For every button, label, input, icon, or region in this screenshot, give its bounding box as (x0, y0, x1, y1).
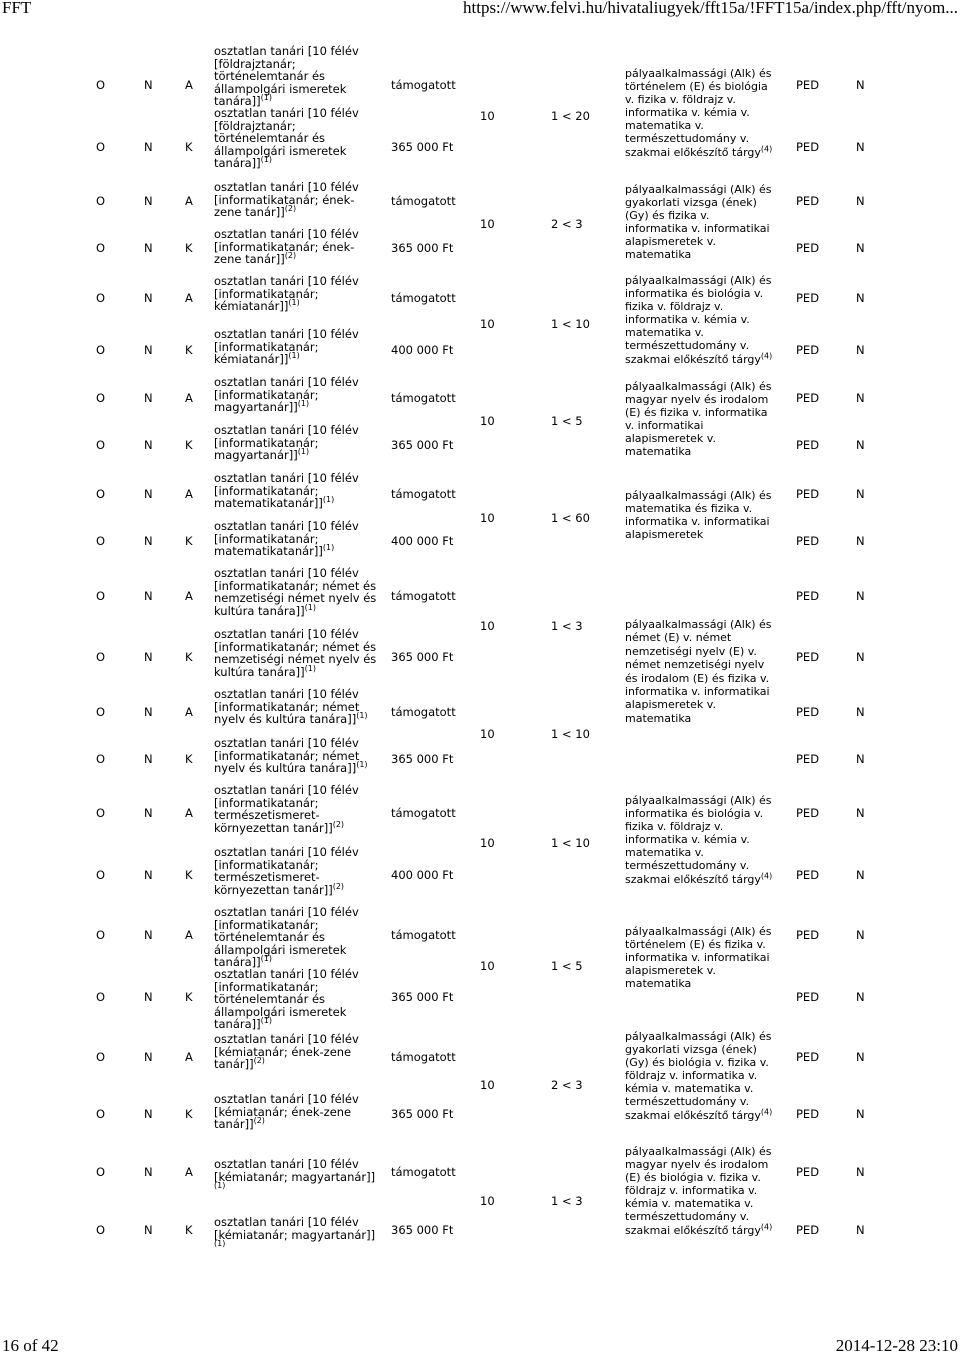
group-duration: 10 (480, 1194, 495, 1208)
footnote-marker: (4) (760, 1106, 773, 1116)
footer-datetime: 2014-12-28 23:10 (835, 1336, 958, 1355)
row-financing: támogatott (391, 391, 456, 405)
row-schedule: N (144, 990, 153, 1004)
group-requirements (625, 489, 775, 541)
program-name-text: osztatlan tanári [10 félév [informatikatanár; német és nemzetiségi német nyelv és kultúra tanára]] (214, 566, 377, 618)
row-ped: PED (796, 140, 820, 154)
row-education-level: O (96, 140, 106, 154)
row-n: N (856, 928, 865, 942)
row-education-level: O (96, 1223, 106, 1237)
row-financing: támogatott (391, 589, 456, 603)
requirements-text: pályaalkalmassági (Alk) és matematika és fizika v. informatika v. informatikai alapismeretek (625, 489, 772, 542)
row-ped: PED (796, 534, 820, 548)
group-ratio: 2 < 3 (551, 217, 583, 231)
row-funding-code: A (185, 487, 193, 501)
group-ratio: 1 < 20 (551, 109, 590, 123)
row-funding-code: K (185, 438, 193, 452)
footnote-marker: (1) (356, 711, 368, 721)
row-ped: PED (796, 705, 820, 719)
row-program-name (214, 45, 378, 108)
row-program-name (214, 784, 378, 834)
row-schedule: N (144, 487, 153, 501)
row-ped: PED (796, 1165, 820, 1179)
row-education-level: O (96, 487, 106, 501)
row-financing: támogatott (391, 1165, 456, 1179)
group-requirements (625, 925, 775, 990)
row-funding-code: A (185, 806, 193, 820)
row-ped: PED (796, 868, 820, 882)
requirements-text: pályaalkalmassági (Alk) és magyar nyelv és irodalom (E) és biológia v. fizika v. földrajz v. informatika v. kémia v. matematika v. természettudomány v. szakmai előkészítő tárgy (625, 1145, 772, 1237)
row-education-level: O (96, 194, 106, 208)
group-duration: 10 (480, 109, 495, 123)
row-education-level: O (96, 438, 106, 452)
footnote-marker: (1) (288, 298, 300, 308)
row-ped: PED (796, 391, 820, 405)
row-program-name (214, 472, 378, 510)
row-financing: 365 000 Ft (391, 650, 454, 664)
group-requirements (625, 794, 775, 886)
row-ped: PED (796, 752, 820, 766)
footnote-marker: (2) (284, 204, 297, 214)
row-schedule: N (144, 391, 153, 405)
requirements-text: pályaalkalmassági (Alk) és informatika és biológia v. fizika v. földrajz v. informatika v. kémia v. matematika v. természettudomány v. szakmai előkészítő tárgy (625, 274, 772, 366)
footnote-marker: (2) (332, 819, 345, 829)
row-schedule: N (144, 343, 153, 357)
group-ratio: 1 < 3 (551, 619, 583, 633)
row-program-name (214, 275, 378, 313)
row-education-level: O (96, 534, 106, 548)
program-name-text: osztatlan tanári [10 félév [földrajztanár; történelemtanár és állampolgári ismeretek tanára]] (214, 106, 359, 171)
row-ped: PED (796, 1050, 820, 1064)
footnote-marker: (2) (332, 881, 345, 891)
row-funding-code: A (185, 391, 193, 405)
row-schedule: N (144, 1165, 153, 1179)
row-education-level: O (96, 78, 106, 92)
group-ratio: 1 < 3 (551, 1194, 583, 1208)
row-n: N (856, 705, 865, 719)
row-program-name (214, 628, 378, 678)
row-schedule: N (144, 241, 153, 255)
footnote-marker: (1) (214, 1239, 226, 1249)
row-program-name (214, 688, 378, 726)
row-education-level: O (96, 752, 106, 766)
footnote-marker: (2) (253, 1056, 265, 1066)
row-program-name (214, 1158, 378, 1196)
row-ped: PED (796, 928, 820, 942)
group-requirements (625, 1030, 775, 1122)
group-ratio: 2 < 3 (551, 1078, 583, 1092)
row-funding-code: A (185, 1165, 193, 1179)
row-schedule: N (144, 752, 153, 766)
group-duration: 10 (480, 414, 495, 428)
row-financing: 365 000 Ft (391, 140, 454, 154)
row-funding-code: A (185, 928, 193, 942)
requirements-text: pályaalkalmassági (Alk) és történelem (E) és biológia v. fizika v. földrajz v. informatika v. kémia v. matematika v. természettudomány v. szakmai előkészítő tárgy (625, 67, 772, 159)
row-program-name (214, 228, 378, 266)
requirements-text: pályaalkalmassági (Alk) és gyakorlati vizsga (ének) (Gy) és biológia v. fizika v. földrajz v. informatika v. kémia v. matematika v. természettudomány v. szakmai előkészítő tárgy (625, 1030, 772, 1122)
program-name-text: osztatlan tanári [10 félév [informatikatanár; német és nemzetiségi német nyelv és kultúra tanára]] (214, 627, 377, 679)
row-ped: PED (796, 78, 820, 92)
row-schedule: N (144, 650, 153, 664)
footnote-marker: (1) (260, 93, 272, 103)
row-program-name (214, 1093, 378, 1131)
row-n: N (856, 343, 865, 357)
row-funding-code: A (185, 78, 193, 92)
footnote-marker: (2) (284, 251, 297, 261)
row-ped: PED (796, 589, 820, 603)
footnote-marker: (4) (760, 350, 773, 360)
group-duration: 10 (480, 1078, 495, 1092)
row-program-name (214, 846, 378, 896)
row-funding-code: K (185, 241, 193, 255)
row-funding-code: K (185, 1223, 193, 1237)
footnote-marker: (1) (322, 495, 335, 505)
row-ped: PED (796, 990, 820, 1004)
row-financing: 365 000 Ft (391, 990, 454, 1004)
row-education-level: O (96, 241, 106, 255)
row-financing: 365 000 Ft (391, 1107, 454, 1121)
row-program-name (214, 1033, 378, 1071)
row-ped: PED (796, 241, 820, 255)
row-n: N (856, 291, 865, 305)
row-schedule: N (144, 705, 153, 719)
row-financing: 365 000 Ft (391, 241, 454, 255)
row-education-level: O (96, 868, 106, 882)
row-program-name (214, 328, 378, 366)
row-n: N (856, 752, 865, 766)
footnote-marker: (1) (288, 351, 300, 361)
footnote-marker: (1) (260, 954, 272, 964)
row-schedule: N (144, 806, 153, 820)
row-schedule: N (144, 78, 153, 92)
header-url: https://www.felvi.hu/hivataliugyek/fft15a/!FFT15a/index.php/fft/nyom... (463, 0, 958, 17)
row-education-level: O (96, 391, 106, 405)
group-ratio: 1 < 60 (551, 511, 590, 525)
row-n: N (856, 806, 865, 820)
program-name-text: osztatlan tanári [10 félév [informatikatanár; történelemtanár és állampolgári ismeretek tanára]] (214, 967, 359, 1032)
row-financing: támogatott (391, 291, 456, 305)
row-schedule: N (144, 438, 153, 452)
row-ped: PED (796, 650, 820, 664)
group-ratio: 1 < 5 (551, 959, 583, 973)
row-education-level: O (96, 1107, 106, 1121)
row-schedule: N (144, 1050, 153, 1064)
footnote-marker: (1) (356, 760, 368, 770)
program-name-text: osztatlan tanári [10 félév [informatikatanár; német nyelv és kultúra tanára]] (214, 736, 360, 776)
row-ped: PED (796, 438, 820, 452)
row-financing: 365 000 Ft (391, 752, 454, 766)
row-program-name (214, 906, 378, 969)
footnote-marker: (4) (760, 1221, 773, 1231)
group-requirements (625, 183, 775, 262)
footnote-marker: (4) (760, 870, 773, 880)
row-schedule: N (144, 291, 153, 305)
row-program-name (214, 181, 378, 219)
row-ped: PED (796, 194, 820, 208)
row-ped: PED (796, 343, 820, 357)
requirements-text: pályaalkalmassági (Alk) és gyakorlati vizsga (ének) (Gy) és fizika v. informatika v. informatikai alapismeretek v. matematika (625, 183, 772, 262)
program-name-text: osztatlan tanári [10 félév [informatikatanár; matematikatanár]] (214, 471, 359, 511)
row-funding-code: K (185, 1107, 193, 1121)
row-program-name (214, 567, 378, 617)
row-education-level: O (96, 650, 106, 664)
program-name-text: osztatlan tanári [10 félév [informatikatanár; történelemtanár és állampolgári ismeretek tanára]] (214, 905, 359, 970)
row-funding-code: K (185, 534, 193, 548)
group-ratio: 1 < 5 (551, 414, 583, 428)
group-requirements (625, 274, 775, 366)
row-funding-code: A (185, 194, 193, 208)
program-name-text: osztatlan tanári [10 félév [informatikatanár; kémiatanár]] (214, 274, 359, 314)
row-funding-code: A (185, 291, 193, 305)
row-ped: PED (796, 291, 820, 305)
program-name-text: osztatlan tanári [10 félév [informatikatanár; magyartanár]] (214, 375, 359, 415)
row-program-name (214, 520, 378, 558)
row-n: N (856, 1050, 865, 1064)
row-n: N (856, 438, 865, 452)
row-funding-code: K (185, 650, 193, 664)
program-name-text: osztatlan tanári [10 félév [informatikatanár; természetismeret-környezettan tanár]] (214, 783, 359, 835)
footnote-marker: (1) (214, 1181, 226, 1191)
group-duration: 10 (480, 511, 495, 525)
row-financing: támogatott (391, 1050, 456, 1064)
row-funding-code: K (185, 990, 193, 1004)
footnote-marker: (1) (297, 399, 310, 409)
row-n: N (856, 868, 865, 882)
row-n: N (856, 241, 865, 255)
row-program-name (214, 737, 378, 775)
row-education-level: O (96, 343, 106, 357)
program-name-text: osztatlan tanári [10 félév [informatikatanár; matematikatanár]] (214, 519, 359, 559)
row-program-name (214, 424, 378, 462)
row-education-level: O (96, 1165, 106, 1179)
row-ped: PED (796, 1107, 820, 1121)
program-name-text: osztatlan tanári [10 félév [informatikatanár; német nyelv és kultúra tanára]] (214, 687, 360, 727)
program-name-text: osztatlan tanári [10 félév [informatikatanár; természetismeret-környezettan tanár]] (214, 845, 359, 897)
row-financing: támogatott (391, 487, 456, 501)
row-education-level: O (96, 291, 106, 305)
footnote-marker: (1) (322, 543, 335, 553)
footnote-marker: (1) (304, 663, 317, 673)
group-duration: 10 (480, 317, 495, 331)
row-financing: 365 000 Ft (391, 1223, 454, 1237)
group-requirements (625, 380, 775, 459)
row-financing: támogatott (391, 78, 456, 92)
row-financing: támogatott (391, 806, 456, 820)
row-financing: 400 000 Ft (391, 343, 454, 357)
program-name-text: osztatlan tanári [10 félév [informatikatanár; ének-zene tanár]] (214, 180, 359, 220)
group-duration: 10 (480, 727, 495, 741)
row-program-name (214, 376, 378, 414)
row-schedule: N (144, 1223, 153, 1237)
row-funding-code: K (185, 752, 193, 766)
row-funding-code: K (185, 140, 193, 154)
header-app-name: FFT (2, 0, 32, 17)
requirements-text: pályaalkalmassági (Alk) és magyar nyelv és irodalom (E) és fizika v. informatika v. informatikai alapismeretek v. matematika (625, 380, 772, 459)
footnote-marker: (1) (304, 602, 317, 612)
row-education-level: O (96, 589, 106, 603)
row-education-level: O (96, 990, 106, 1004)
program-name-text: osztatlan tanári [10 félév [kémiatanár; ének-zene tanár]] (214, 1092, 359, 1132)
row-financing: támogatott (391, 194, 456, 208)
row-financing: 365 000 Ft (391, 438, 454, 452)
row-ped: PED (796, 487, 820, 501)
program-name-text: osztatlan tanári [10 félév [informatikatanár; ének-zene tanár]] (214, 227, 359, 267)
footnote-marker: (1) (260, 1016, 272, 1026)
row-funding-code: K (185, 343, 193, 357)
program-name-text: osztatlan tanári [10 félév [kémiatanár; ének-zene tanár]] (214, 1032, 359, 1072)
row-financing: 400 000 Ft (391, 534, 454, 548)
row-n: N (856, 78, 865, 92)
row-n: N (856, 391, 865, 405)
row-n: N (856, 1107, 865, 1121)
group-duration: 10 (480, 619, 495, 633)
program-name-text: osztatlan tanári [10 félév [informatikatanár; magyartanár]] (214, 423, 359, 463)
row-n: N (856, 534, 865, 548)
row-program-name (214, 107, 378, 170)
row-ped: PED (796, 1223, 820, 1237)
program-name-text: osztatlan tanári [10 félév [kémiatanár; magyartanár]] (214, 1215, 376, 1242)
group-ratio: 1 < 10 (551, 727, 590, 741)
row-education-level: O (96, 928, 106, 942)
row-n: N (856, 1223, 865, 1237)
row-funding-code: A (185, 589, 193, 603)
row-financing: 400 000 Ft (391, 868, 454, 882)
row-schedule: N (144, 928, 153, 942)
row-financing: támogatott (391, 705, 456, 719)
row-education-level: O (96, 1050, 106, 1064)
row-funding-code: A (185, 1050, 193, 1064)
requirements-text: pályaalkalmassági (Alk) és történelem (E) és fizika v. informatika v. informatikai alapismeretek v. matematika (625, 925, 772, 991)
requirements-text: pályaalkalmassági (Alk) és informatika és biológia v. fizika v. földrajz v. informatika v. kémia v. matematika v. természettudomány v. szakmai előkészítő tárgy (625, 794, 772, 886)
row-schedule: N (144, 868, 153, 882)
row-n: N (856, 140, 865, 154)
group-duration: 10 (480, 217, 495, 231)
group-duration: 10 (480, 836, 495, 850)
row-schedule: N (144, 534, 153, 548)
group-requirements (625, 1145, 775, 1237)
footnote-marker: (1) (297, 447, 310, 457)
row-program-name (214, 968, 378, 1031)
row-n: N (856, 990, 865, 1004)
row-education-level: O (96, 806, 106, 820)
row-program-name (214, 1216, 378, 1254)
row-n: N (856, 487, 865, 501)
row-education-level: O (96, 705, 106, 719)
program-name-text: osztatlan tanári [10 félév [informatikatanár; kémiatanár]] (214, 327, 359, 367)
row-schedule: N (144, 1107, 153, 1121)
row-schedule: N (144, 194, 153, 208)
row-ped: PED (796, 806, 820, 820)
row-funding-code: K (185, 868, 193, 882)
row-schedule: N (144, 589, 153, 603)
footnote-marker: (2) (253, 1116, 265, 1126)
group-ratio: 1 < 10 (551, 836, 590, 850)
program-name-text: osztatlan tanári [10 félév [földrajztanár; történelemtanár és állampolgári ismeretek tanára]] (214, 44, 359, 109)
group-requirements-german: pályaalkalmassági (Alk) és német (E) v. német nemzetiségi nyelv (E) v. német nemzetiségi nyelv és irodalom (E) és fizika v. informatika v. informatikai alapismeretek v. matematika (625, 618, 772, 725)
program-name-text: osztatlan tanári [10 félév [kémiatanár; magyartanár]] (214, 1157, 376, 1184)
row-n: N (856, 1165, 865, 1179)
group-requirements (625, 67, 775, 159)
row-funding-code: A (185, 705, 193, 719)
group-duration: 10 (480, 959, 495, 973)
row-n: N (856, 194, 865, 208)
footnote-marker: (4) (760, 143, 773, 153)
row-schedule: N (144, 140, 153, 154)
footer-page-count: 16 of 42 (2, 1336, 59, 1355)
footnote-marker: (1) (260, 155, 272, 165)
group-ratio: 1 < 10 (551, 317, 590, 331)
row-n: N (856, 650, 865, 664)
row-financing: támogatott (391, 928, 456, 942)
row-n: N (856, 589, 865, 603)
